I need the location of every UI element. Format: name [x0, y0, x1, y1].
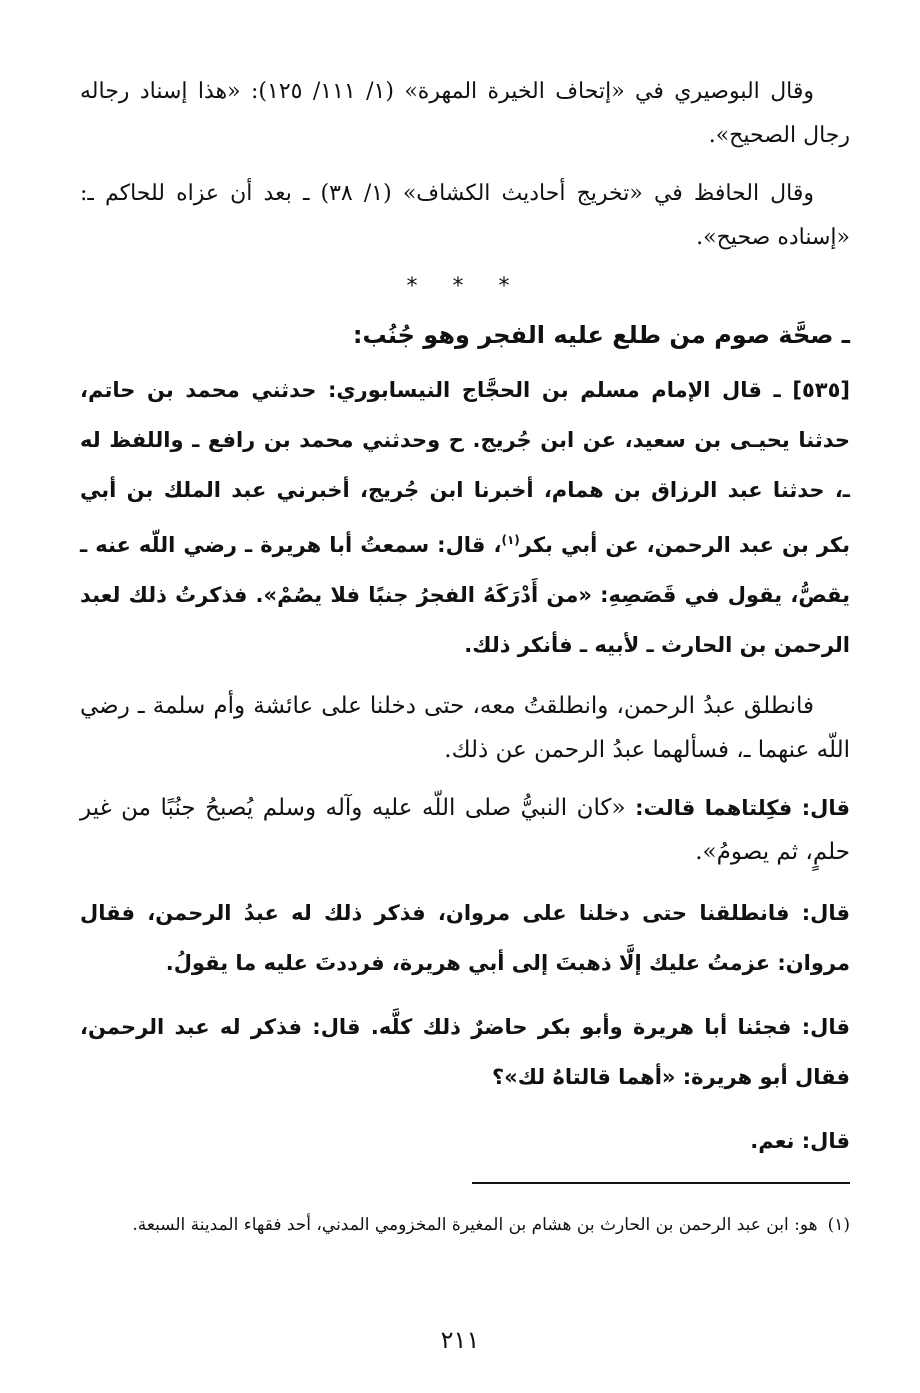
narrative-paragraph-2: [80, 786, 850, 874]
narrative-paragraph-3: [80, 888, 850, 988]
hafiz-paragraph: [80, 172, 850, 260]
busiri-text: وقال البوصيري في «إتحاف الخيرة المهرة» (١/ ١١١/ ١٢٥): «هذا إسناد رجاله رجال الصحيح».: [80, 79, 850, 148]
section-divider: * * *: [406, 274, 524, 299]
footnote-reference[interactable]: (١): [501, 533, 520, 547]
page-number: ٢١١: [440, 1326, 480, 1354]
footnote-text: هو: ابن عبد الرحمن بن الحارث بن هشام بن المغيرة المخزومي المدني، أحد فقهاء المدينة السبعة.: [132, 1215, 818, 1235]
narrative-text-3: قال: فانطلقنا حتى دخلنا على مروان، فذكر ذلك له عبدُ الرحمن، فقال مروان: عزمتُ عليك إلَّا ذهبتَ إلى أبي هريرة، فرددتَ عليه ما يقولُ.: [80, 901, 850, 975]
footnote-number: (١): [827, 1215, 850, 1235]
narrative-paragraph-4: [80, 1002, 850, 1102]
hadith-text-part2: ، قال: سمعتُ أبا هريرة ـ رضي اللّه عنه ـ يقصُّ، يقول في قَصَصِهِ: «من أَدْرَكَهُ الفجرُ جنبًا فلا يصُمْ». فذكرتُ ذلك لعبد الرحمن بن الحارث ـ لأبيه ـ فأنكر ذلك.: [80, 533, 850, 657]
narrative-paragraph-5: [80, 1116, 850, 1166]
busiri-paragraph: [80, 70, 850, 158]
narrative-paragraph-1: [80, 684, 850, 772]
narrative-text-5: قال: نعم.: [750, 1129, 850, 1153]
narrative-2-quote: «كان النبيُّ صلى اللّه عليه وآله وسلم يُصبحُ جنُبًا من غير حلمٍ، ثم يصومُ».: [80, 795, 850, 865]
narrative-text-4: قال: فجئنا أبا هريرة وأبو بكر حاضرٌ ذلك كلَّه. قال: فذكر له عبد الرحمن، فقال أبو هريرة: «أهما قالتاهُ لك»؟: [80, 1015, 850, 1089]
narrative-2-intro: قال: فكِلتاهما قالت:: [635, 796, 851, 820]
hafiz-text: وقال الحافظ في «تخريج أحاديث الكشاف» (١/ ٣٨) ـ بعد أن عزاه للحاكم ـ: «إسناده صحيح».: [80, 181, 850, 250]
footnote: [78, 1208, 850, 1242]
section-heading: ـ صحَّة صوم من طلع عليه الفجر وهو جُنُب:: [352, 321, 850, 349]
narrative-text-1: فانطلق عبدُ الرحمن، وانطلقتُ معه، حتى دخلنا على عائشة وأم سلمة ـ رضي اللّه عنهما ـ، فسألهما عبدُ الرحمن عن ذلك.: [80, 693, 850, 763]
hadith-paragraph: [80, 365, 850, 670]
hadith-text-part1: [٥٣٥] ـ قال الإمام مسلم بن الحجَّاج النيسابوري: حدثني محمد بن حاتم، حدثنا يحيـى بن سعيد، عن ابن جُريج. ح وحدثني محمد بن رافع ـ واللفظ له ـ، حدثنا عبد الرزاق بن همام، أخبرنا ابن جُريج، أخبرني عبد الملك بن أبي بكر بن عبد الرحمن، عن أبي بكر: [80, 378, 851, 557]
footnote-separator: [472, 1182, 850, 1184]
